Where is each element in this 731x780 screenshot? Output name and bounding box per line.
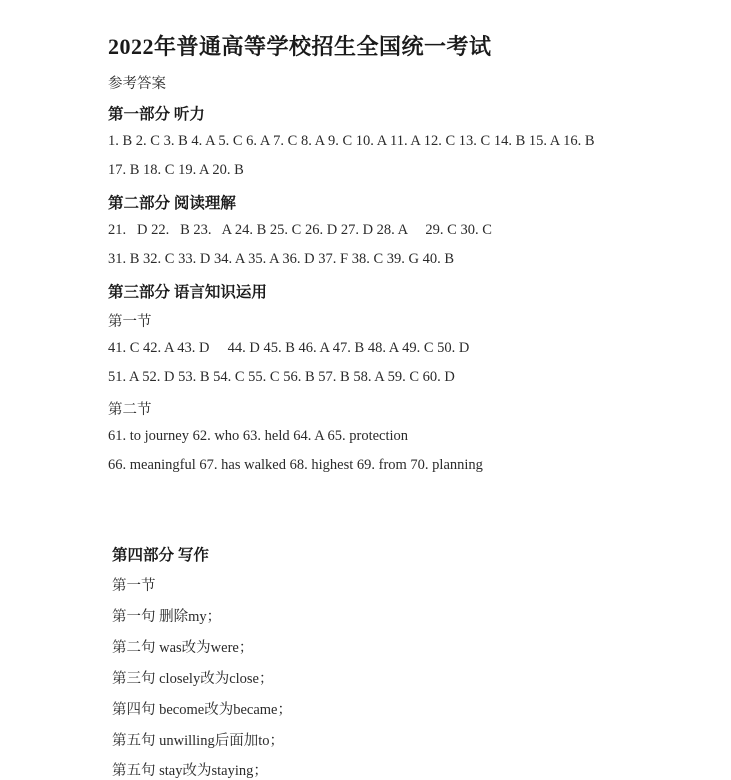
part3-answers-line: 51. A 52. D 53. B 54. C 55. C 56. B 57. B 58. A 59. C 60. D (108, 369, 455, 385)
part1-answers-line: 1. B 2. C 3. B 4. A 5. C 6. A 7. C 8. A 9. C 10. A 11. A 12. C 13. C 14. B 15. A 16. B (108, 133, 595, 149)
correction-item: 第一句 删除my； (112, 609, 222, 625)
part3-answers-line: 66. meaningful 67. has walked 68. highest 69. from 70. planning (108, 457, 483, 473)
correction-item: 第二句 was改为were； (112, 640, 254, 656)
correction-item: 第四句 become改为became； (112, 702, 292, 718)
part3-answers-line: 41. C 42. A 43. D 44. D 45. B 46. A 47. B 48. A 49. C 50. D (108, 340, 470, 356)
part4-section1-label: 第一节 (112, 578, 156, 594)
part3-section1-label: 第一节 (108, 314, 152, 330)
part2-answers-line: 21. D 22. B 23. A 24. B 25. C 26. D 27. D 28. A 29. C 30. C (108, 222, 492, 238)
part4-heading: 第四部分 写作 (112, 547, 209, 564)
part3-section2-label: 第二节 (108, 402, 152, 418)
part2-heading: 第二部分 阅读理解 (108, 195, 236, 212)
part3-answers-line: 61. to journey 62. who 63. held 64. A 65. protection (108, 428, 409, 444)
part3-heading: 第三部分 语言知识运用 (108, 284, 267, 301)
document-subtitle: 参考答案 (108, 76, 166, 92)
page-title: 2022年普通高等学校招生全国统一考试 (108, 34, 492, 59)
correction-item: 第五句 unwilling后面加to； (112, 733, 284, 749)
correction-item: 第三句 closely改为close； (112, 671, 274, 687)
part1-heading: 第一部分 听力 (108, 106, 205, 123)
correction-item: 第五句 stay改为staying； (112, 763, 268, 779)
part2-answers-line: 31. B 32. C 33. D 34. A 35. A 36. D 37. F 38. C 39. G 40. B (108, 251, 455, 267)
part1-answers-line: 17. B 18. C 19. A 20. B (108, 162, 244, 178)
